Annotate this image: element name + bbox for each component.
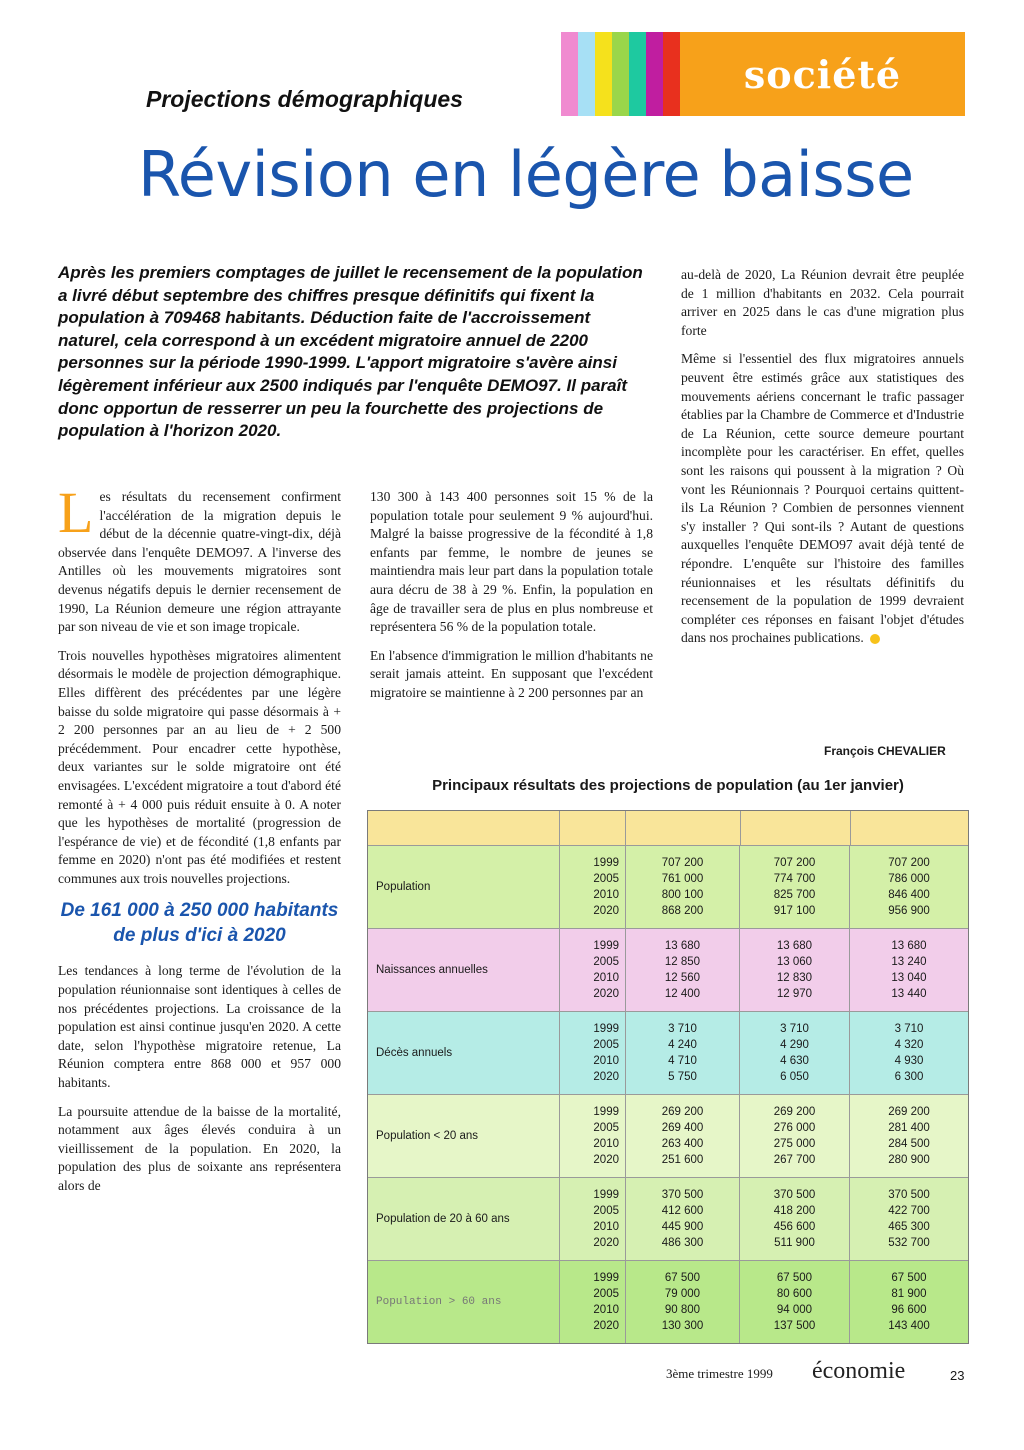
column-3 — [681, 266, 964, 658]
cell-values: 13 680 13 240 13 040 13 440 — [891, 940, 927, 1000]
cell-values: 1999 2005 2010 2020 — [560, 1012, 626, 1094]
projection-table — [367, 810, 969, 1344]
stripe-4 — [612, 32, 629, 116]
cell-values: 269 200 276 000 275 000 267 700 — [740, 1095, 850, 1177]
row-label: Décès annuels — [368, 1012, 560, 1094]
stripe-2 — [578, 32, 595, 116]
paragraph: En l'absence d'immigration le million d'habitants ne serait jamais atteint. En supposant que l'excédent migratoire se maintienne à 2 200 personnes par an — [370, 647, 653, 700]
table-row — [368, 1012, 968, 1095]
header-cell — [560, 811, 627, 845]
drop-cap: L — [58, 480, 94, 545]
cell-values: 1999 2005 2010 2020 — [560, 846, 626, 928]
issue-date: 3ème trimestre 1999 — [666, 1366, 773, 1381]
paragraph-text: es résultats du recensement confirment l'accélération de la migration depuis le début de la décennie quatre-vingt-dix, déjà observée dans l'enquête DEMO97. A l'inverse des Antilles où les mouvements migratoires sont devenus négatifs depuis le dernier recensement de 1990, La Réunion demeure une région attrayante par son niveau de vie et son image tropicale. — [58, 489, 341, 635]
paragraph — [58, 480, 341, 637]
paragraph: 130 300 à 143 400 personnes soit 15 % de la population totale pour seulement 9 % aujourd'hui. Malgré la baisse progressive de la fécondité à 1,8 enfants par femme, le nombre de jeunes se maintiendra mais leur part dans la population totale aura décru de 38 à 29 %. Enfin, la population en âge de travailler sera de plus en plus nombreuse et représentera 56 % de la population totale. — [370, 489, 653, 635]
cell-values: 67 500 79 000 90 800 130 300 — [626, 1261, 740, 1343]
cell-values: 707 200 761 000 800 100 868 200 — [626, 846, 740, 928]
cell-values: 1999 2005 2010 2020 — [560, 1095, 626, 1177]
end-mark-icon — [870, 634, 880, 644]
header-cell — [368, 811, 560, 845]
column-2 — [370, 488, 653, 713]
column-1 — [58, 480, 341, 1206]
table-row — [368, 846, 968, 929]
cell-values: 67 500 80 600 94 000 137 500 — [740, 1261, 850, 1343]
table-body — [368, 846, 968, 1343]
cell-values: 3 710 4 290 4 630 6 050 — [740, 1012, 850, 1094]
row-label: Population — [368, 846, 560, 928]
cell-values: 370 500 422 700 465 300 532 700 — [888, 1189, 930, 1249]
paragraph: au-delà de 2020, La Réunion devrait être peuplée de 1 million d'habitants en 2032. Cela pourrait arriver en 2025 dans le cas d'une migration plus forte — [681, 267, 964, 338]
row-label: Population > 60 ans — [368, 1261, 560, 1343]
stripe-7 — [663, 32, 680, 116]
paragraph-text: Même si l'essentiel des flux migratoires annuels peuvent être estimés grâce aux statistiques des mouvements aériens concernant le trafic passager établies par la Chambre de Commerce et d'Industrie de La Réunion, cette source demeure pourtant incomplète pour les caractériser. En effet, quelles sont les raisons qui poussent à la migration ? Où vont les Réunionnais ? Pourquoi certains quittent-ils La Réunion ? Combien de personnes viennent s'y installer ? Qui sont-ils ? Autant de questions auxquelles l'enquête DEMO97 avait déjà tenté de répondre. L'enquête sur l'histoire des familles réunionnaises et les résultats définitifs du recensement de la population de 1999 devraient compléter ces réponses en faisant l'objet d'études dans nos prochaines publications. — [681, 351, 964, 646]
cell-values: 269 200 281 400 284 500 280 900 — [888, 1106, 930, 1166]
magazine-logo: économie — [812, 1358, 906, 1384]
table-row — [368, 1095, 968, 1178]
paragraph — [681, 350, 964, 648]
cell-values: 67 500 81 900 96 600 143 400 — [888, 1272, 930, 1332]
cell-values: 1999 2005 2010 2020 — [560, 929, 626, 1011]
stripe-3 — [595, 32, 612, 116]
cell-values: 370 500 412 600 445 900 486 300 — [626, 1178, 740, 1260]
stripe-1 — [561, 32, 578, 116]
paragraph: Trois nouvelles hypothèses migratoires alimentent désormais le modèle de projection démographique. Elles diffèrent des précédentes par une légère baisse du solde migratoire qui passe désormais à + 2 200 personnes par an au lieu de + 2 500 précédemment. Pour encadrer cette hypothèse, deux variantes sur le solde migratoire ont été envisagées. L'excédent migratoire a tout d'abord été remonté à + 4 000 puis réduit ensuite à 0. A noter que les hypothèses de mortalité (progression de l'espérance de vie) et de fécondité (1,8 enfants par femme en 2020) n'ont pas été modifiées et restent communes aux trois nouvelles projections. — [58, 647, 341, 886]
header-cell — [851, 811, 968, 845]
cell-values: 1999 2005 2010 2020 — [560, 1178, 626, 1260]
paragraph: Les tendances à long terme de l'évolution de la population réunionnaise sont identiques à celles de nos précédentes projections. La croissance de la population est ainsi continue jusqu'en 2020. A cette date, selon l'hypothèse migratoire retenue, La Réunion comptera entre 868 000 et 957 000 habitants. — [58, 963, 341, 1091]
table-row — [368, 1178, 968, 1261]
author: François CHEVALIER — [824, 744, 946, 758]
lead-paragraph: Après les premiers comptages de juillet le recensement de la population a livré début septembre des chiffres presque définitifs qui fixent la population à 709468 habitants. Déduction faite de l'accroissement naturel, cela correspond à un excédent migratoire annuel de 2200 personnes sur la période 1990-1999. L'apport migratoire s'avère ainsi légèrement inférieur aux 2500 indiqués par l'enquête DEMO97. Il paraît donc opportun de resserrer un peu la fourchette des projections de population à l'horizon 2020. — [58, 263, 643, 441]
stripe-5 — [629, 32, 646, 116]
table-row — [368, 1261, 968, 1343]
table-caption: Principaux résultats des projections de population (au 1er janvier) — [432, 777, 904, 794]
kicker: Projections démographiques — [146, 86, 463, 112]
cell-values: 1999 2005 2010 2020 — [560, 1261, 626, 1343]
paragraph: La poursuite attendue de la baisse de la mortalité, notamment aux âges élevés conduira à un vieillissement de la population. En 2020, la population des plus de soixante ans représentera alors de — [58, 1103, 341, 1193]
cell-values: 707 200 786 000 846 400 956 900 — [888, 857, 930, 917]
header-cell — [626, 811, 740, 845]
cell-values: 3 710 4 240 4 710 5 750 — [626, 1012, 740, 1094]
subheading: De 161 000 à 250 000 habitants de plus d'ici à 2020 — [60, 900, 339, 947]
row-label: Population < 20 ans — [368, 1095, 560, 1177]
rubric-band — [561, 32, 965, 116]
table-header — [368, 811, 968, 846]
cell-values: 370 500 418 200 456 600 511 900 — [740, 1178, 850, 1260]
cell-values: 13 680 12 850 12 560 12 400 — [626, 929, 740, 1011]
header-cell — [741, 811, 851, 845]
page-number: 23 — [950, 1368, 965, 1383]
cell-values: 13 680 13 060 12 830 12 970 — [740, 929, 850, 1011]
cell-values: 269 200 269 400 263 400 251 600 — [626, 1095, 740, 1177]
stripe-6 — [646, 32, 663, 116]
cell-values: 707 200 774 700 825 700 917 100 — [740, 846, 850, 928]
row-label: Population de 20 à 60 ans — [368, 1178, 560, 1260]
cell-values: 3 710 4 320 4 930 6 300 — [894, 1023, 924, 1083]
table-row — [368, 929, 968, 1012]
row-label: Naissances annuelles — [368, 929, 560, 1011]
rubric-label: société — [680, 32, 965, 116]
page-title: Révision en légère baisse — [138, 138, 914, 211]
